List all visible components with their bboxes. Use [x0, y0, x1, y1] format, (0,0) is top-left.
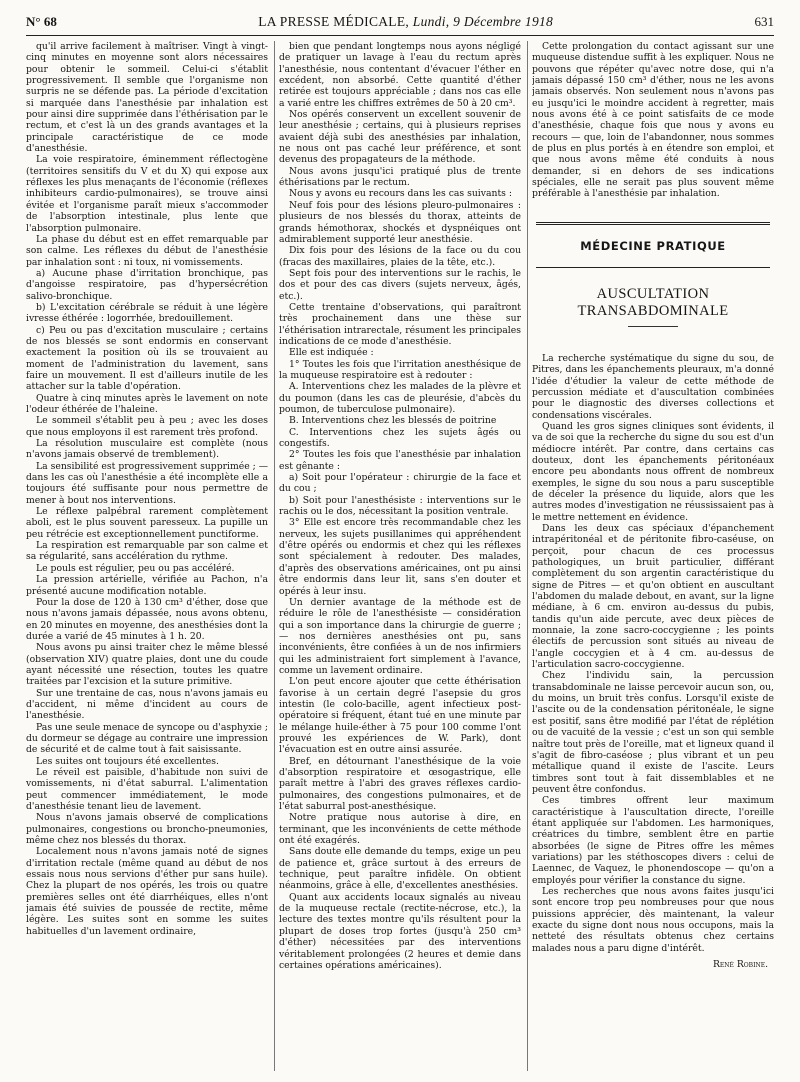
paragraph: Quant aux accidents locaux signalés au niveau de la muqueuse rectale (rectite-nécrose, etc.), la lecture des textes montre qu'ils résultent pour la plupart de doses trop fortes (jusqu'à 250 cm³ d'éther) nécessitées par des interventions véritablement prolongées (2 heures et demie dans certaines opérations américaines).: [279, 891, 521, 971]
paragraph: Le réflexe palpébral rarement complètement aboli, est le plus souvent paresseux. La pupille un peu rétrécie est exceptionnellement punctiforme.: [26, 506, 268, 540]
paragraph: Les suites ont toujours été excellentes.: [36, 755, 219, 767]
paragraph: 2° Toutes les fois que l'anesthésie par inhalation est gênante :: [279, 449, 521, 472]
paragraph: La recherche systématique du signe du sou, de Pitres, dans les épanchements pleuraux, m'a donné l'idée d'étudier la valeur de cette méthode de percussion médiate et d'auscultation combinées pour le diagnostic des diverses collections et condensations viscérales.: [532, 352, 774, 421]
paragraph: La respiration est remarquable par son calme et sa régularité, sans accélération du rythme.: [26, 540, 268, 563]
paragraph: A. Interventions chez les malades de la plèvre et du poumon (dans les cas de pleurésie, d'abcès du poumon, de tuberculose pulmonaire).: [279, 381, 521, 415]
paragraph: La résolution musculaire est complète (nous n'avons jamais observé de tremblement).: [26, 438, 268, 461]
article-title: AUSCULTATION TRANSABDOMINALE: [577, 285, 729, 319]
journal-page: [26, 14, 774, 1074]
paragraph: Le réveil est paisible, d'habitude non suivi de vomissements, ni d'état saburral. L'alimentation peut commencer immédiatement, le mode d'anesthésie tenant lieu de lavement.: [26, 767, 268, 813]
paragraph: Elle est indiquée :: [289, 347, 374, 359]
column-divider-2: [527, 41, 528, 1071]
paragraph: Bref, en détournant l'anesthésique de la voie d'absorption respiratoire et œsogastrique, elle paraît mettre à l'abri des graves réflexes cardio-pulmonaires, des congestions pulmonaires, et de l'état saburral post-anesthésique.: [279, 755, 521, 813]
paragraph: qu'il arrive facilement à maîtriser. Vingt à vingt-cinq minutes en moyenne sont alors nécessaires pour obtenir le sommeil. Celui-ci s'établit progressivement. Il semble que l'organisme non surpris ne se défende pas. La période d'excitation si marquée dans l'anesthésie par inhalation est pour ainsi dire supprimée dans l'éthérisation par le rectum, et c'est là un des grands avantages et la principale caractéristique de ce mode d'anesthésie.: [26, 41, 268, 155]
paragraph: Ces timbres offrent leur maximum caractéristique à l'auscultation directe, l'oreille étant appliquée sur l'abdomen. Les harmoniques, créatrices du timbre, semblent être en partie absorbées (le signe de Pitres offre les mêmes variations) par les stéthoscopes divers : celui de Laennec, de Vaquez, le phonendoscope — qu'on a employés pour vérifier la constance du signe.: [532, 795, 774, 886]
paragraph: Nous n'avons jamais observé de complications pulmonaires, congestions ou broncho-pneumonies, même chez nos blessés du thorax.: [26, 812, 268, 847]
paragraph: 3° Elle est encore très recommandable chez les nerveux, les sujets pusillanimes qui appréhendent d'être opérés ou endormis et chez qui les réflexes sont spécialement à redouter. Des malades, d'après des observations américaines, ont pu ainsi être endormis dans leur lit, sans s'en douter et opérés à leur insu.: [279, 517, 521, 597]
paragraph: Nos opérés conservent un excellent souvenir de leur anesthésie ; certains, qui à plusieurs reprises avaient déjà subi des anesthésies par inhalation, ne nous ont pas caché leur préférence, et sont devenus des propagateurs de la méthode.: [279, 109, 521, 166]
paragraph: Dans les deux cas spéciaux d'épanchement intrapéritonéal et de péritonite fibro-caséuse, on perçoit, pour chacun de ces processus pathologiques, un bruit particulier, différant complètement du son argentin caractéristique du signe de Pitres — et qu'on obtient en auscultant l'abdomen du malade debout, en avant, sur la ligne médiane, à 6 cm. environ au-dessus du pubis, tandis qu'un aide percute, avec deux pièces de monnaie, la zone sacro-coccygienne ; les points électifs de percussion sont situés au niveau de l'angle coccygien et à 4 cm. au-dessus de l'articulation sacro-coccygienne.: [532, 522, 774, 671]
paragraph: a) Aucune phase d'irritation bronchique, pas d'angoisse respiratoire, pas d'hypersécrétion salivo-bronchique.: [26, 267, 268, 302]
journal-name: LA PRESSE MÉDICALE,: [258, 14, 410, 29]
paragraph: Localement nous n'avons jamais noté de signes d'irritation rectale (même quand au début de nos essais nous nous servions d'éther pur sans huile). Chez la plupart de nos opérés, les trois ou quatre premières selles ont été diarrhéiques, elles n'ont jamais été suivies de poussée de rectite, même légère. Les suites sont en somme les suites habituelles d'un lavement ordinaire,: [26, 846, 268, 937]
paragraph: Neuf fois pour des lésions pleuro-pulmonaires : plusieurs de nos blessés du thorax, atteints de grands hémothorax, shockés et dyspnéiques ont admirablement supporté leur anesthésie.: [279, 199, 521, 245]
section-rule: [536, 222, 770, 225]
paragraph: Dix fois pour des lésions de la face ou du cou (fracas des maxillaires, plaies de la tête, etc.).: [279, 245, 521, 268]
paragraph: Le pouls est régulier, peu ou pas accéléré.: [36, 562, 235, 574]
paragraph: 1° Toutes les fois que l'irritation anesthésique de la muqueuse respiratoire est à redouter :: [279, 358, 521, 381]
paragraph: B. Interventions chez les blessés de poitrine: [289, 415, 497, 427]
section-underline: [536, 267, 770, 268]
paragraph: Nous avons pu ainsi traiter chez le même blessé (observation XIV) quatre plaies, dont une du coude ayant nécessité une résection, toutes les quatre traitées par l'excision et la suture primitive.: [26, 642, 268, 688]
paragraph: Quand les gros signes cliniques sont évidents, il va de soi que la recherche du signe du sou est d'un médiocre intérêt. Par contre, dans certains cas douteux, dont les épanchements péritonéaux encore peu abondants nous offrent de nombreux exemples, le signe du sou nous a paru susceptible de déceler la présence du liquide, alors que les autres modes d'investigation ne réussissaient pas à le mettre nettement en évidence.: [532, 420, 774, 523]
column-3-continuation: [532, 41, 774, 200]
column-3: [532, 41, 774, 1071]
paragraph: c) Peu ou pas d'excitation musculaire ; certains de nos blessés se sont endormis en conservant exactement la position où ils se trouvaient au moment de l'administration du lavement, sans faire un mouvement. Il est d'ailleurs inutile de les attacher sur la table d'opération.: [26, 324, 268, 393]
paragraph: La pression artérielle, vérifiée au Pachon, n'a présenté aucune modification notable.: [26, 574, 268, 597]
paragraph: La sensibilité est progressivement supprimée ; — dans les cas où l'anesthésie a été incomplète elle a toujours été suffisante pour nous permettre de mener à bout nos interventions.: [26, 460, 268, 506]
paragraph: Pour la dose de 120 à 130 cm³ d'éther, dose que nous n'avons jamais dépassée, nous avons obtenu, en 20 minutes en moyenne, des anesthésies dont la durée a varié de 45 minutes à 1 h. 20.: [26, 596, 268, 642]
paragraph: bien que pendant longtemps nous ayons négligé de pratiquer un lavage à l'eau du rectum après l'anesthésie, nous contentant d'évacuer l'éther en excédent, non absorbé. Cette quantité d'éther retirée est toujours appréciable ; dans nos cas elle a varié entre les chiffres extrêmes de 50 à 20 cm³.: [279, 41, 521, 109]
text-columns: [26, 41, 774, 1071]
paragraph: b) Soit pour l'anesthésiste : interventions sur le rachis ou le dos, nécessitant la position ventrale.: [279, 494, 521, 518]
paragraph: Sept fois pour des interventions sur le rachis, le dos et pour des cas divers (sujets nerveux, âgés, etc.).: [279, 267, 521, 302]
paragraph: Pas une seule menace de syncope ou d'asphyxie ; du dormeur se dégage au contraire une impression de sécurité et de calme tout à fait saisissante.: [26, 721, 268, 756]
paragraph: Quatre à cinq minutes après le lavement on note l'odeur éthérée de l'haleine.: [26, 392, 268, 415]
page-number: 631: [754, 14, 774, 29]
paragraph: a) Soit pour l'opérateur : chirurgie de la face et du cou ;: [279, 472, 521, 495]
paragraph: C. Interventions chez les sujets âgés ou congestifs.: [279, 426, 521, 450]
running-header: [26, 14, 774, 36]
paragraph: La phase du début est en effet remarquable par son calme. Les réflexes du début de l'anesthésie par inhalation sont : ni toux, ni vomissements.: [26, 233, 268, 268]
paragraph: Sans doute elle demande du temps, exige un peu de patience et, grâce surtout à des erreurs de technique, peut paraître infidèle. On obtient néanmoins, grâce à elle, d'excellentes anesthésies.: [279, 846, 521, 892]
issue-date: Lundi, 9 Décembre 1918: [412, 14, 554, 29]
section-heading: MÉDECINE PRATIQUE: [580, 238, 726, 253]
paragraph: Cette trentaine d'observations, qui paraîtront très prochainement dans une thèse sur l'éthérisation intrarectale, résument les principales indications de ce mode d'anesthésie.: [279, 301, 521, 347]
paragraph: Nous avons jusqu'ici pratiqué plus de trente éthérisations par le rectum.: [279, 165, 521, 189]
article-body: [532, 353, 774, 954]
column-divider-1: [274, 41, 275, 1071]
paragraph: Nous y avons eu recours dans les cas suivants :: [289, 188, 512, 200]
column-2: [279, 41, 521, 1071]
author-signature: René Robine.: [712, 959, 768, 971]
paragraph: b) L'excitation cérébrale se réduit à une légère ivresse éthérée : logorrhée, bredouillement.: [26, 301, 268, 325]
paragraph: Le sommeil s'établit peu à peu ; avec les doses que nous employons il est rarement très profond.: [26, 415, 268, 438]
paragraph: Chez l'individu sain, la percussion transabdominale ne laisse percevoir aucun son, ou, du moins, un bruit très confus. Lorsqu'il existe de l'ascite ou de la condensation péritonéale, le signe est positif, sans être modifié par l'état de réplétion ou de vacuité de la vessie ; c'est un son qui semble naître tout près de l'oreille, mat et ligneux quand il s'agit de fibro-caséose ; plus vibrant et un peu métallique quand il existe de l'ascite. Leurs timbres sont tout à fait dissemblables et ne peuvent être confondus.: [532, 670, 774, 795]
paragraph: Sur une trentaine de cas, nous n'avons jamais eu d'accident, ni même d'incident au cours de l'anesthésie.: [26, 687, 268, 722]
paragraph: Un dernier avantage de la méthode est de réduire le rôle de l'anesthésiste — considération qui a son importance dans la chirurgie de guerre ; — nos dernières anesthésies ont pu, sans inconvénients, être confiées à un de nos infirmiers qui les administraient fort simplement à l'avance, comme un lavement ordinaire.: [279, 596, 521, 676]
journal-title: [258, 14, 553, 30]
issue-number: N° 68: [26, 14, 57, 29]
paragraph: L'on peut encore ajouter que cette éthérisation favorise à un certain degré l'asepsie du gros intestin (le colo-bacille, agent infectieux post-opératoire si fréquent, étant tué en une minute par le mélange huile-éther à 75 pour 100 comme l'ont prouvé les expériences de W. Park), dont l'évacuation est en outre ainsi assurée.: [279, 676, 521, 756]
paragraph: Cette prolongation du contact agissant sur une muqueuse distendue suffit à les expliquer. Nous ne pouvons que répéter qu'avec notre dose, qui n'a jamais dépassé 150 cm³ d'éther, nous ne les avons jamais observés. Non seulement nous n'avons pas eu jusqu'ici le moindre accident à regretter, mais nous avons été à ce point satisfaits de ce mode d'anesthésie, chaque fois que nous y avons eu recours — que, loin de l'abandonner, nous sommes de plus en plus portés à en étendre son emploi, et que nous avons même été conduits à nous demander, si en dehors de ses indications spéciales, elle ne serait pas plus souvent même préférable à l'anesthésie par inhalation.: [532, 41, 774, 200]
paragraph: Les recherches que nous avons faites jusqu'ici sont encore trop peu nombreuses pour que nous puissions apprécier, dès maintenant, la valeur exacte du signe dont nous nous occupons, mais la netteté des résultats obtenus chez certains malades nous a paru digne d'intérêt.: [532, 885, 774, 954]
title-ornament-rule: [628, 326, 678, 327]
column-1: [26, 41, 268, 1071]
paragraph: Notre pratique nous autorise à dire, en terminant, que les inconvénients de cette méthode ont été exagérés.: [279, 812, 521, 847]
paragraph: La voie respiratoire, éminemment réflectogène (territoires sensitifs du V et du X) qui expose aux réflexes les plus menaçants de l'économie (réflexes inhibiteurs cardio-pulmonaires), se trouve ainsi évitée et l'organisme paraît mieux s'accommoder de l'absorption intestinale, plus lente que l'absorption pulmonaire.: [26, 154, 268, 234]
